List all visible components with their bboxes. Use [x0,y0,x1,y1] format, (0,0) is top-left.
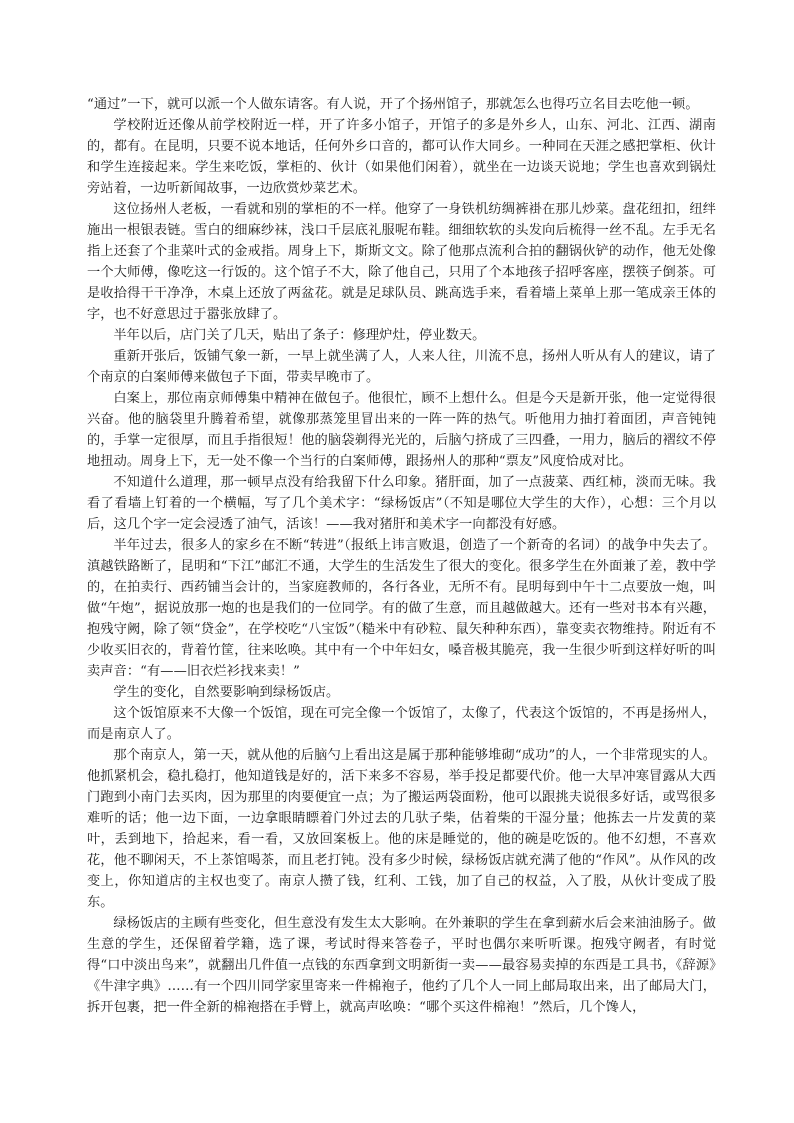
paragraph: 那个南京人，第一天，就从他的后脑勺上看出这是属于那种能够堆砌“成功”的人，一个非常现实的人。他抓紧机会，稳扎稳打，他知道钱是好的，活下来多不容易，举手投足都要代价。他一大早冲寒冒露从大西门跑到小南门去买肉，因为那里的肉要便宜一点；为了搬运两袋面粉，他可以跟挑夫说很多好话，或骂很多难听的话；他一边下面，一边拿眼睛瞟着门外过去的几驮子柴，估着柴的干湿分量；他拣去一片发黄的菜叶，丢到地下，拾起来，看一看，又放回案板上。他的床是睡觉的，他的碗是吃饭的。他不幻想，不喜欢花，他不聊闲天，不上茶馆喝茶，而且老打钝。没有多少时候，绿杨饭店就充满了他的“作风”。从作风的改变上，你知道店的主权也变了。南京人攒了钱，红利、工钱，加了自己的权益，入了股，从伙计变成了股东。 [87,748,716,910]
paragraph: 半年过去，很多人的家乡在不断“转进”（报纸上讳言败退，创造了一个新奇的名词）的战争中失去了。滇越铁路断了，昆明和“下江”邮汇不通，大学生的生活发生了很大的变化。很多学生在外面兼了差，教中学的，在拍卖行、西药铺当会计的，当家庭教师的，各行各业，无所不有。昆明每到中午十二点要放一炮，叫做“午炮”，据说放那一炮的也是我们的一位同学。有的做了生意，而且越做越大。还有一些对书本有兴趣，抱残守阙，除了领“贷金”，在学校吃“八宝饭”（糙米中有砂粒、鼠矢种种东西），靠变卖衣物维持。附近有不少收买旧衣的，背着竹筐，往来吆唤。其中有一个中年妇女，嗓音极其脆亮，我一生很少听到这样好听的叫卖声音：“有——旧衣烂衫找来卖！” [87,538,716,679]
article-body [87,94,716,1018]
paragraph: 半年以后，店门关了几天，贴出了条子：修理炉灶，停业数天。 [113,328,486,343]
paragraph: 白案上，那位南京师傅集中精神在做包子。他很忙，顾不上想什么。但是今天是新开张，他一定觉得很兴奋。他的脑袋里升腾着希望，就像那蒸笼里冒出来的一阵一阵的热气。听他用力抽打着面团，声音钝钝的，手掌一定很厚，而且手指很短！他的脑袋剃得光光的，后脑勺挤成了三四叠，一用力，脑后的褶纹不停地扭动。周身上下，无一处不像一个当行的白案师傅，跟扬州人的那种“票友”风度恰成对比。 [87,391,716,469]
paragraph: 重新开张后，饭铺气象一新，一早上就坐满了人，人来人往，川流不息，扬州人听从有人的建议，请了个南京的白案师傅来做包子下面，带卖早晚市了。 [87,349,716,385]
paragraph: 学生的变化，自然要影响到绿杨饭店。 [113,685,340,700]
paragraph: “通过”一下，就可以派一个人做东请客。有人说，开了个扬州馆子，那就怎么也得巧立名目去吃他一顿。 [87,97,699,112]
paragraph: 这个饭馆原来不大像一个饭馆，现在可完全像一个饭馆了，太像了，代表这个饭馆的，不再是扬州人，而是南京人了。 [87,706,716,742]
paragraph: 绿杨饭店的主顾有些变化，但生意没有发生太大影响。在外兼职的学生在拿到薪水后会来油油肠子。做生意的学生，还保留着学籍，选了课，考试时得来答卷子，平时也偶尔来听听课。抱残守阙者，有时觉得“口中淡出鸟来”，就翻出几件值一点钱的东西拿到文明新街一卖——最容易卖掉的东西是工具书，《辞源》《牛津字典》……有一个四川同学家里寄来一件棉袍子，他约了几个人一同上邮局取出来，出了邮局大门，拆开包裹，把一件全新的棉袍搭在手臂上，就高声吆唤：“哪个买这件棉袍！”然后，几个馋人， [87,916,716,1015]
paragraph: 不知道什么道理，那一顿早点没有给我留下什么印象。猪肝面，加了一点菠菜、西红柿，淡而无味。我看了看墙上钉着的一个横幅，写了几个美术字：“绿杨饭店”（不知是哪位大学生的大作），心想：三个月以后，这几个字一定会浸透了油气，活该！——我对猪肝和美术字一向都没有好感。 [87,475,716,532]
paragraph: 这位扬州人老板，一看就和别的掌柜的不一样。他穿了一身铁机纺绸裤褂在那儿炒菜。盘花纽扣，纽绊施出一根银表链。雪白的细麻纱袜，浅口千层底礼服呢布鞋。细细软软的头发向后梳得一丝不乱。左手无名指上还套了个韭菜叶式的金戒指。周身上下，斯斯文文。除了他那点流利合拍的翻锅伙铲的动作，他无处像一个大师傅，像吃这一行饭的。这个馆子不大，除了他自己，只用了个本地孩子招呼客座，摆筷子倒茶。可是收拾得干干净净，木桌上还放了两盆花。就是足球队员、跳高选手来，看着墙上菜单上那一笔成亲王体的字，也不好意思过于嚣张放肆了。 [87,202,716,322]
paragraph: 学校附近还像从前学校附近一样，开了许多小馆子，开馆子的多是外乡人，山东、河北、江西、湖南的，都有。在昆明，只要不说本地话，任何外乡口音的，都可认作大同乡。一种同在天涯之感把掌柜、伙计和学生连接起来。学生来吃饭，掌柜的、伙计（如果他们闲着），就坐在一边谈天说地；学生也喜欢到锅灶旁站着，一边听新闻故事，一边欣赏炒菜艺术。 [87,118,716,196]
